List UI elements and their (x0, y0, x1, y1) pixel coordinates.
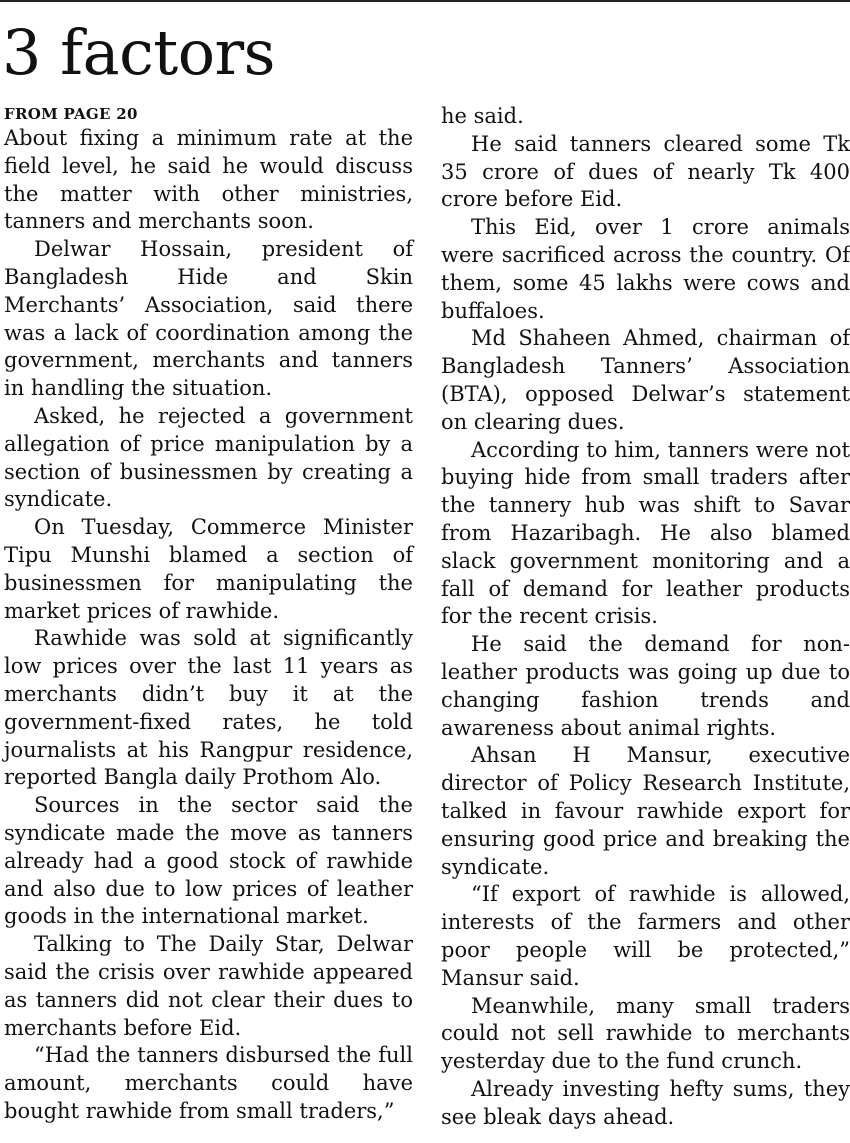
article-paragraph: About fixing a minimum rate at the field level, he said he would discuss the matter with other ministries, tanners and merchants soon. (4, 126, 413, 234)
article-paragraph: He said tanners cleared some Tk 35 crore of dues of nearly Tk 400 crore before Eid. (441, 131, 850, 212)
article-paragraph: Already investing hefty sums, they see bleak days ahead. (441, 1076, 850, 1129)
article-paragraph: On Tuesday, Commerce Minister Tipu Munshi blamed a section of businessmen for manipulating the market prices of rawhide. (4, 515, 413, 623)
article-paragraph: “Had the tanners disbursed the full amount, merchants could have bought rawhide from small traders,” (4, 1043, 413, 1123)
article-paragraph: “If export of rawhide is allowed, interests of the farmers and other poor people will be protected,” Mansur said. (441, 882, 850, 990)
article-paragraph: Rawhide was sold at significantly low prices over the last 11 years as merchants didn’t buy it at the government-fixed rates, he told journalists at his Rangpur residence, reported Bangla daily Prothom Alo. (4, 626, 413, 790)
headline: 3 factors (2, 16, 275, 89)
article-paragraph: Ahsan H Mansur, executive director of Policy Research Institute, talked in favour rawhide export for ensuring good price and breaking the syndicate. (441, 743, 850, 879)
article-paragraph: Asked, he rejected a government allegation of price manipulation by a section of businessmen by creating a syndicate. (4, 403, 413, 512)
article-paragraph: Sources in the sector said the syndicate made the move as tanners already had a good stock of rawhide and also due to low prices of leather goods in the international market. (4, 793, 413, 929)
article-paragraph: He said the demand for non-leather products was going up due to changing fashion trends and awareness about animal rights. (441, 632, 850, 740)
article-paragraph: This Eid, over 1 crore animals were sacrificed across the country. Of them, some 45 lakhs were cows and buffaloes. (441, 215, 850, 323)
article-paragraph: Delwar Hossain, president of Bangladesh Hide and Skin Merchants’ Association, said there was a lack of coordination among the government, merchants and tanners in handling the situation. (4, 237, 413, 401)
jump-line: FROM PAGE 20 (4, 105, 138, 123)
article-paragraph-continued: he said. (441, 104, 524, 128)
article-paragraph: Meanwhile, many small traders could not sell rawhide to merchants yesterday due to the fund crunch. (441, 993, 850, 1074)
article-paragraph: Md Shaheen Ahmed, chairman of Bangladesh Tanners’ Association (BTA), opposed Delwar’s statement on clearing dues. (441, 326, 850, 434)
top-rule (0, 0, 850, 2)
article-paragraph: According to him, tanners were not buying hide from small traders after the tannery hub was shift to Savar from Hazaribagh. He also blamed slack government monitoring and a fall of demand for leather products for the recent crisis. (441, 437, 850, 629)
article-column-right (441, 103, 850, 1131)
article-column-left (4, 103, 413, 1126)
article-paragraph: Talking to The Daily Star, Delwar said the crisis over rawhide appeared as tanners did not clear their dues to merchants before Eid. (4, 932, 413, 1040)
